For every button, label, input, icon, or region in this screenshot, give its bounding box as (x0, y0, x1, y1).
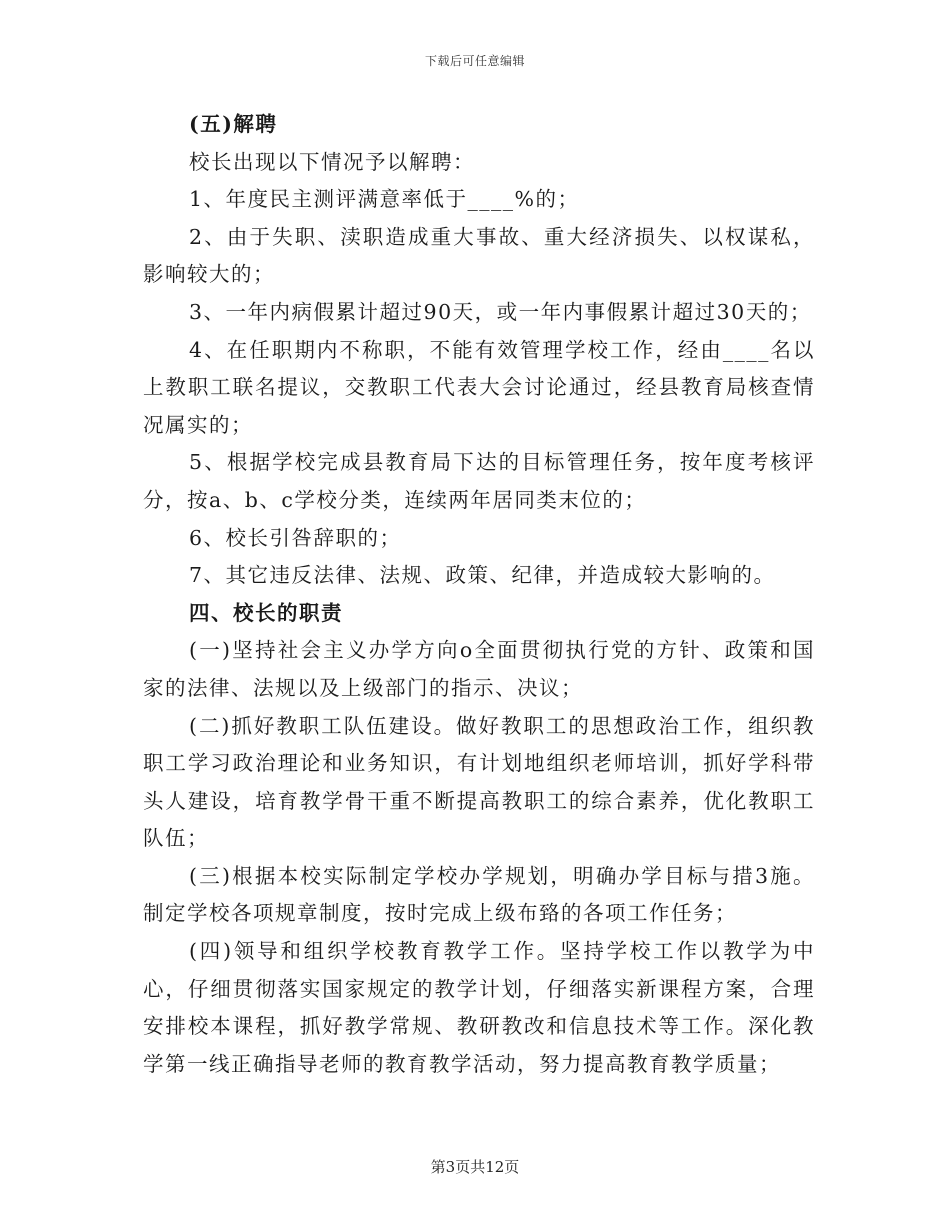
page-header: 下载后可任意编辑 (424, 54, 525, 68)
list-item: 4、在任职期内不称职，不能有效管理学校工作，经由____名以上教职工联名提议，交教职工代表大会讨论通过，经县教育局核查情况属实的； (143, 337, 815, 437)
paragraph: 校长出现以下情况予以解聘： (189, 149, 475, 174)
list-item: 7、其它违反法律、法规、政策、纪律，并造成较大影响的。 (189, 563, 776, 588)
list-item: 2、由于失职、渎职造成重大事故、重大经济损失、以权谋私，影响较大的； (143, 224, 815, 287)
list-item: 5、根据学校完成县教育局下达的目标管理任务，按年度考核评分，按a、b、c学校分类，连续两年居同类末位的； (143, 450, 815, 512)
list-item: 3、一年内病假累计超过90天，或一年内事假累计超过30天的； (189, 299, 812, 324)
document-body (143, 106, 815, 1083)
list-item: 6、校长引咎辞职的； (189, 525, 402, 550)
section-heading-dismissal: (五)解聘 (189, 112, 278, 136)
duty-paragraph: (一)坚持社会主义办学方向o全面贯彻执行党的方针、政策和国家的法律、法规以及上级部门的指示、决议； (143, 638, 815, 700)
duty-paragraph: (二)抓好教职工队伍建设。做好教职工的思想政治工作，组织教职工学习政治理论和业务知识，有计划地组织老师培训，抓好学科带头人建设，培育教学骨干重不断提高教职工的综合素养，优化教职工队伍； (143, 713, 815, 851)
duty-paragraph: (四)领导和组织学校教育教学工作。坚持学校工作以教学为中心，仔细贯彻落实国家规定的教学计划，仔细落实新课程方案，合理安排校本课程，抓好教学常规、教研教改和信息技术等工作。深化教学第一线正确指导老师的教育教学活动，努力提高教育教学质量； (143, 939, 815, 1076)
section-heading-duties: 四、校长的职责 (189, 600, 343, 625)
list-item: 1、年度民主测评满意率低于____%的； (189, 187, 580, 212)
page-number: 第3页共12页 (430, 1158, 520, 1176)
duty-paragraph: (三)根据本校实际制定学校办学规划，明确办学目标与措3施。制定学校各项规章制度，按时完成上级布臵的各项工作任务； (143, 863, 815, 926)
